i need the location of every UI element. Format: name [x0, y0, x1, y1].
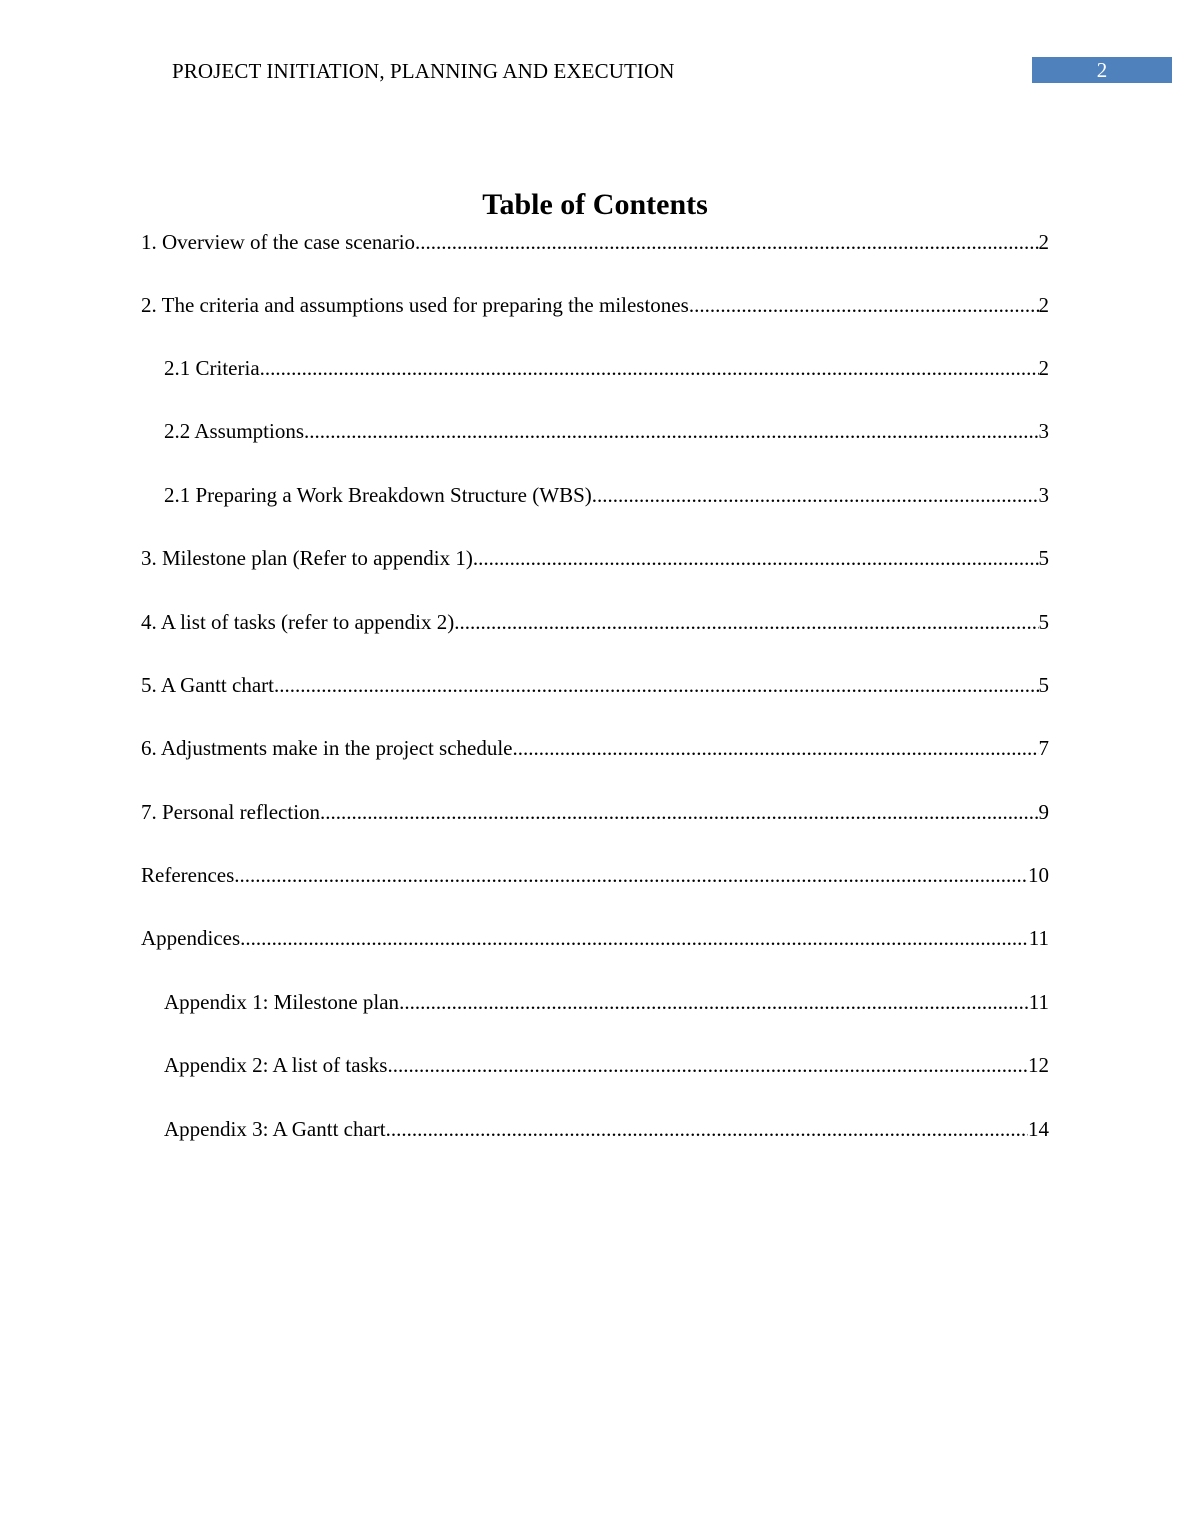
toc-entry-page: 2 [1038, 293, 1049, 317]
toc-entry-text: 7. Personal reflection [141, 800, 321, 824]
toc-entry-appendix-2[interactable] [164, 1051, 1049, 1079]
toc-entry-page: 5 [1038, 610, 1049, 634]
toc-entry-gantt-chart[interactable] [141, 671, 1049, 699]
toc-entry-criteria[interactable] [164, 354, 1049, 382]
toc-entry-page: 7 [1038, 736, 1049, 760]
toc-dot-leader [320, 798, 1038, 826]
toc-entry-personal-reflection[interactable] [141, 798, 1049, 826]
toc-dot-leader [386, 1115, 1028, 1143]
toc-entry-assumptions[interactable] [164, 417, 1049, 445]
toc-dot-leader [513, 734, 1039, 762]
toc-entry-list-of-tasks[interactable] [141, 608, 1049, 636]
toc-entry-wbs[interactable] [164, 481, 1049, 509]
toc-heading: Table of Contents [482, 188, 708, 221]
toc-entry-text: 2. The criteria and assumptions used for preparing the milestones [141, 293, 689, 317]
toc-entry-text: 1. Overview of the case scenario [141, 230, 416, 254]
toc-dot-leader [592, 481, 1039, 509]
toc-entry-text: 2.1 Criteria [164, 356, 260, 380]
toc-entry-text: References [141, 863, 235, 887]
toc-entry-text: 2.2 Assumptions [164, 419, 305, 443]
toc-entry-page: 11 [1028, 926, 1049, 950]
toc-entry-text: Appendix 2: A list of tasks [164, 1053, 388, 1077]
running-head-title: PROJECT INITIATION, PLANNING AND EXECUTION [172, 59, 675, 83]
toc-entry-text: 2.1 Preparing a Work Breakdown Structure (WBS) [164, 483, 592, 507]
toc-entry-page: 3 [1038, 483, 1049, 507]
toc-dot-leader [399, 988, 1029, 1016]
page-number-badge: 2 [1032, 57, 1172, 83]
toc-dot-leader [454, 608, 1038, 636]
toc-entry-page: 5 [1038, 546, 1049, 570]
toc-entry-text: Appendices [141, 926, 241, 950]
toc-entry-appendix-1[interactable] [164, 988, 1049, 1016]
toc-entry-overview[interactable] [141, 228, 1049, 256]
toc-entry-appendix-3[interactable] [164, 1115, 1049, 1143]
toc-entry-page: 9 [1038, 800, 1049, 824]
toc-entry-page: 2 [1038, 230, 1049, 254]
toc-entry-adjustments[interactable] [141, 734, 1049, 762]
toc-entry-page: 5 [1038, 673, 1049, 697]
toc-entry-page: 11 [1028, 990, 1049, 1014]
toc-entry-text: Appendix 3: A Gantt chart [164, 1117, 386, 1141]
toc-entry-page: 12 [1028, 1053, 1049, 1077]
toc-entry-page: 10 [1028, 863, 1049, 887]
toc-entry-page: 14 [1028, 1117, 1049, 1141]
toc-entry-page: 3 [1038, 419, 1049, 443]
toc-entry-page: 2 [1038, 356, 1049, 380]
toc-dot-leader [473, 544, 1039, 572]
toc-entry-text: 6. Adjustments make in the project schedule [141, 736, 513, 760]
toc-entry-text: 5. A Gantt chart [141, 673, 274, 697]
toc-entry-appendices[interactable] [141, 924, 1049, 952]
toc-entry-milestone-plan[interactable] [141, 544, 1049, 572]
toc-dot-leader [689, 291, 1039, 319]
toc-dot-leader [304, 417, 1038, 445]
toc-dot-leader [240, 924, 1029, 952]
toc-dot-leader [387, 1051, 1028, 1079]
toc-dot-leader [260, 354, 1039, 382]
toc-entry-text: Appendix 1: Milestone plan [164, 990, 400, 1014]
toc-entry-text: 4. A list of tasks (refer to appendix 2) [141, 610, 455, 634]
toc-dot-leader [234, 861, 1028, 889]
toc-entry-criteria-assumptions[interactable] [141, 291, 1049, 319]
toc-entry-references[interactable] [141, 861, 1049, 889]
toc-entry-text: 3. Milestone plan (Refer to appendix 1) [141, 546, 473, 570]
toc-dot-leader [274, 671, 1039, 699]
toc-dot-leader [415, 228, 1038, 256]
